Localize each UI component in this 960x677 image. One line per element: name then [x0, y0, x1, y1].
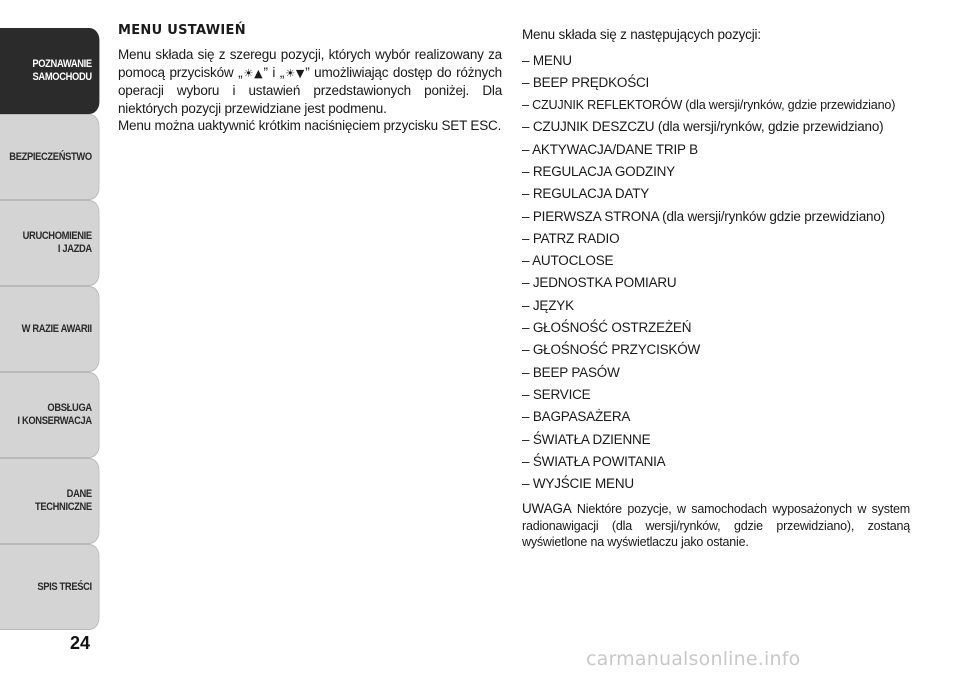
- activation-paragraph: Menu można uaktywnić krótkim naciśnięciem przycisku SET ESC.: [118, 118, 502, 133]
- left-column: [118, 22, 502, 135]
- menu-list-item: – GŁOŚNOŚĆ OSTRZEŻEŃ: [522, 320, 692, 336]
- tab-spis-tresci[interactable]: [0, 544, 99, 630]
- tab-label: W RAZIE AWARII: [21, 322, 92, 335]
- menu-list-item: – MENU: [522, 52, 572, 68]
- menu-list-item: – SERVICE: [522, 386, 591, 402]
- note-paragraph: [522, 501, 910, 551]
- menu-list-item: – PATRZ RADIO: [522, 230, 620, 246]
- tab-dane-techniczne[interactable]: [0, 458, 99, 544]
- menu-list-item: – ŚWIATŁA POWITANIA: [522, 453, 666, 469]
- watermark: carmanualsonline.info: [586, 648, 801, 670]
- section-title: MENU USTAWIEŃ: [118, 23, 246, 38]
- tab-label: DANE TECHNICZNE: [34, 488, 92, 513]
- button-down-icon: ☀: [284, 66, 296, 80]
- menu-list-item: – BAGPASAŻERA: [522, 409, 631, 425]
- tab-bezpieczenstwo[interactable]: [0, 114, 99, 200]
- tab-poznawanie-samochodu[interactable]: [0, 28, 99, 114]
- intro-text-c: ” umożliwiając dostęp do różnych operacji wyboru i ustawień przedstawionych poniżej. Dla niektórych pozycji przewidziane jest podmenu.: [118, 64, 502, 116]
- list-intro: Menu składa się z następujących pozycji:: [522, 27, 761, 42]
- menu-list-item: – GŁOŚNOŚĆ PRZYCISKÓW: [522, 342, 701, 358]
- menu-list-item: – JĘZYK: [522, 297, 574, 313]
- menu-list-item: – REGULACJA GODZINY: [522, 163, 675, 179]
- page-number: 24: [70, 633, 91, 653]
- arrow-down-icon: ▼: [295, 66, 306, 80]
- chapter-sidebar: [0, 28, 102, 630]
- menu-list-item: – WYJŚCIE MENU: [522, 476, 634, 492]
- arrow-up-icon: ▲: [254, 66, 264, 80]
- tab-w-razie-awarii[interactable]: [0, 286, 99, 372]
- menu-list-item: – AKTYWACJA/DANE TRIP B: [522, 141, 698, 157]
- menu-list-item: – ŚWIATŁA DZIENNE: [522, 431, 651, 447]
- tab-label: SPIS TREŚCI: [37, 580, 92, 593]
- menu-list-item: – BEEP PASÓW: [522, 364, 620, 380]
- tab-label: URUCHOMIENIE I JAZDA: [22, 230, 92, 255]
- menu-list-item: – PIERWSZA STRONA (dla wersji/rynków gdzie przewidziano): [522, 208, 885, 224]
- tab-label: POZNAWANIE SAMOCHODU: [32, 58, 92, 83]
- menu-list-item: – JEDNOSTKA POMIARU: [522, 275, 677, 291]
- menu-list-item: – AUTOCLOSE: [522, 253, 614, 269]
- intro-paragraph: [118, 46, 502, 117]
- intro-text-b: ” i „: [263, 64, 285, 80]
- tab-label: BEZPIECZEŃSTWO: [9, 150, 92, 163]
- intro-text-a: Menu składa się z szeregu pozycji, których wybór realizowany za pomocą przycisków „: [118, 47, 502, 80]
- button-up-icon: ☀: [242, 66, 255, 80]
- menu-list-item: – CZUJNIK DESZCZU (dla wersji/rynków, gdzie przewidziano): [522, 119, 884, 135]
- tab-obsluga-i-konserwacja[interactable]: [0, 372, 99, 458]
- tab-uruchomienie-i-jazda[interactable]: [0, 200, 99, 286]
- right-column: [522, 22, 910, 563]
- menu-list-item: – REGULACJA DATY: [522, 186, 650, 202]
- menu-list-item: – CZUJNIK REFLEKTORÓW (dla wersji/rynków, gdzie przewidziano): [522, 98, 896, 113]
- note-body: Niektóre pozycje, w samochodach wyposażonych w system radionawigacji (dla wersji/rynków, gdzie przewidziano), zostaną wyświetlone na wyświetlaczu jako ostanie.: [522, 502, 910, 550]
- menu-items-list: [522, 50, 910, 496]
- menu-list-item: – BEEP PRĘDKOŚCI: [522, 74, 650, 90]
- note-lead: UWAGA: [522, 501, 572, 517]
- tab-label: OBSŁUGA I KONSERWACJA: [17, 402, 92, 427]
